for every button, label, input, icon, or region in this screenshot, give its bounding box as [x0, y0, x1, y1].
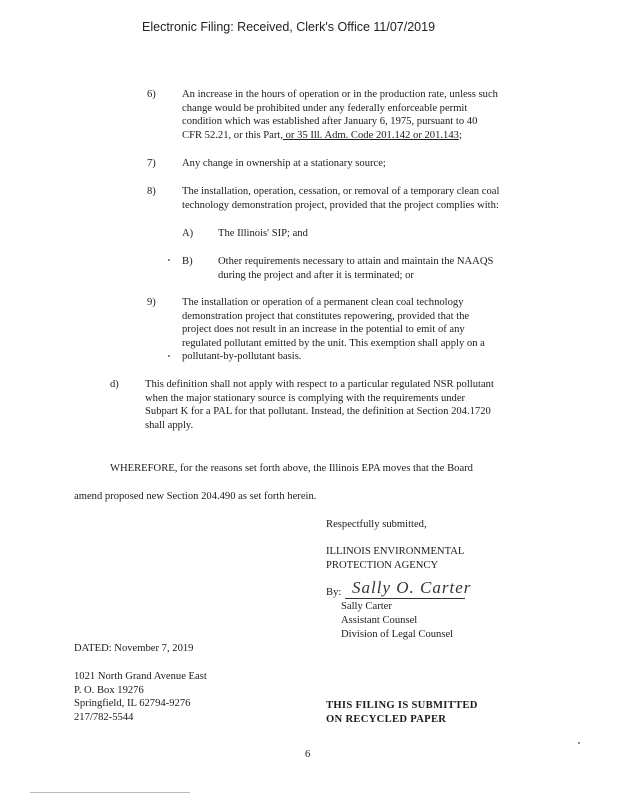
item-6-line-4 — [182, 129, 462, 143]
item-9-line-3: project does not result in an increase in the potential to emit of any — [182, 324, 465, 335]
wherefore-line-2: amend proposed new Section 204.490 as set forth herein. — [74, 491, 317, 502]
scan-speck — [578, 742, 580, 744]
recycled-notice-line-2: ON RECYCLED PAPER — [326, 713, 447, 725]
agency-name-line-1: ILLINOIS ENVIRONMENTAL — [326, 546, 465, 557]
item-d-line-3: Subpart K for a PAL for that pollutant. Instead, the definition at Section 204.1720 — [145, 406, 491, 417]
item-7-number: 7) — [147, 158, 156, 169]
filing-stamp-header: Electronic Filing: Received, Clerk's Office 11/07/2019 — [142, 20, 436, 34]
signature-line — [345, 598, 465, 599]
closing: Respectfully submitted, — [326, 519, 427, 530]
item-8-b-label: B) — [182, 256, 193, 267]
scan-edge-artifact — [30, 792, 190, 793]
item-8-number: 8) — [147, 186, 156, 197]
address-line-3: Springfield, IL 62794-9276 — [74, 698, 191, 709]
wherefore-line-1: WHEREFORE, for the reasons set forth above, the Illinois EPA moves that the Board — [110, 463, 473, 474]
item-9-line-4: regulated pollutant emitted by the unit. This exemption shall apply on a — [182, 337, 485, 349]
item-6-line-1: An increase in the hours of operation or in the production rate, unless such — [182, 89, 498, 100]
scan-speck — [168, 355, 170, 357]
scan-speck — [168, 259, 170, 261]
item-6-line-2: change would be prohibited under any federally enforceable permit — [182, 102, 468, 114]
item-9-line-5: pollutant-by-pollutant basis. — [182, 351, 302, 362]
address-line-1: 1021 North Grand Avenue East — [74, 671, 207, 682]
item-8-a-text: The Illinois' SIP; and — [218, 228, 308, 239]
item-d-label: d) — [110, 379, 119, 390]
item-6-line-4-end: ; — [458, 129, 462, 141]
item-9-number: 9) — [147, 297, 156, 308]
item-d-line-2: when the major stationary source is complying with the requirements under — [145, 392, 466, 404]
item-8-b-line-1: Other requirements necessary to attain and maintain the NAAQS — [218, 256, 494, 267]
by-label: By: — [326, 587, 342, 598]
signer-division: Division of Legal Counsel — [341, 629, 454, 640]
item-7-text: Any change in ownership at a stationary source; — [182, 158, 386, 169]
page-number: 6 — [305, 749, 311, 760]
item-6-line-4-plain: CFR 52.21, or this Part — [182, 129, 281, 141]
recycled-notice-line-1: THIS FILING IS SUBMITTED — [326, 700, 478, 711]
item-8-b-line-2: during the project and after it is terminated; or — [218, 269, 414, 281]
item-6-number: 6) — [147, 89, 156, 100]
item-d-line-1: This definition shall not apply with respect to a particular regulated NSR pollutant — [145, 379, 494, 390]
item-8-line-2: technology demonstration project, provided that the project complies with: — [182, 199, 499, 211]
address-line-4: 217/782-5544 — [74, 711, 134, 723]
item-9-line-2: demonstration project that constitutes repowering, provided that the — [182, 310, 470, 322]
signer-name: Sally Carter — [341, 601, 392, 612]
handwritten-signature: Sally O. Carter — [352, 578, 472, 597]
item-9-line-1: The installation or operation of a permanent clean coal technology — [182, 297, 464, 308]
dated: DATED: November 7, 2019 — [74, 643, 194, 654]
item-6-line-3: condition which was established after January 6, 1975, pursuant to 40 — [182, 116, 478, 127]
signer-title: Assistant Counsel — [341, 615, 418, 626]
address-line-2: P. O. Box 19276 — [74, 684, 144, 696]
item-6-line-4-inserted: , or 35 Ill. Adm. Code 201.142 or 201.143 — [280, 129, 459, 141]
item-d-line-4: shall apply. — [145, 419, 194, 431]
item-8-a-label: A) — [182, 228, 194, 239]
item-8-line-1: The installation, operation, cessation, or removal of a temporary clean coal — [182, 186, 500, 197]
agency-name-line-2: PROTECTION AGENCY — [326, 559, 439, 571]
